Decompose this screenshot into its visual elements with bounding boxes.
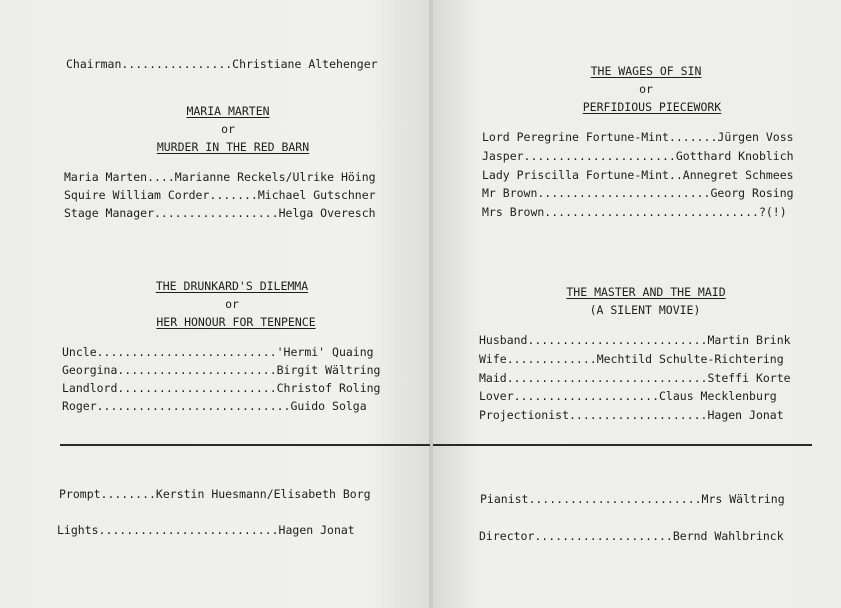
play3-title: THE WAGES OF SIN xyxy=(590,64,702,78)
divider-rule-right xyxy=(433,444,812,446)
play4-cast-line: Lover.....................Claus Mecklenburg xyxy=(479,389,777,403)
play1-subtitle: MURDER IN THE RED BARN xyxy=(156,140,310,154)
play3-cast-line: Mr Brown.........................Georg Rosing xyxy=(482,186,794,200)
play2-cast-line: Roger............................Guido Solga xyxy=(62,399,367,413)
divider-rule-left xyxy=(60,444,430,446)
play3-or: or xyxy=(639,82,653,96)
chairman-line: Chairman................Christiane Altehenger xyxy=(66,57,378,71)
play3-subtitle: PERFIDIOUS PIECEWORK xyxy=(582,100,722,114)
play2-cast-line: Landlord.......................Christof Roling xyxy=(62,381,381,395)
play4-subtitle: (A SILENT MOVIE) xyxy=(589,303,701,317)
play3-cast-line: Lady Priscilla Fortune-Mint..Annegret Schmees xyxy=(482,168,794,182)
play4-cast-line: Wife.............Mechtild Schulte-Richtering xyxy=(479,352,784,366)
page-fold xyxy=(429,0,433,608)
play2-cast-line: Uncle..........................'Hermi' Quaing xyxy=(62,345,374,359)
crew-line: Pianist.........................Mrs Wältring xyxy=(480,492,785,506)
play2-or: or xyxy=(225,297,239,311)
play3-cast-line: Mrs Brown...............................?(!) xyxy=(482,205,787,219)
play4-cast-line: Husband..........................Martin Brink xyxy=(479,333,791,347)
play3-cast-line: Jasper......................Gotthard Knoblich xyxy=(482,149,794,163)
play1-title: MARIA MARTEN xyxy=(186,104,270,118)
play1-cast-line: Maria Marten....Marianne Reckels/Ulrike Höing xyxy=(64,170,376,184)
play2-title: THE DRUNKARD'S DILEMMA xyxy=(155,279,309,293)
crew-line: Prompt........Kerstin Huesmann/Elisabeth Borg xyxy=(59,487,371,501)
play4-cast-line: Maid.............................Steffi Korte xyxy=(479,371,791,385)
play2-cast-line: Georgina.......................Birgit Wältring xyxy=(62,363,381,377)
crew-line: Director....................Bernd Wahlbrinck xyxy=(479,529,784,543)
play4-title: THE MASTER AND THE MAID xyxy=(566,285,726,299)
play1-or: or xyxy=(221,122,235,136)
crew-line: Lights..........................Hagen Jonat xyxy=(57,523,355,537)
play3-cast-line: Lord Peregrine Fortune-Mint.......Jürgen Voss xyxy=(482,130,794,144)
play1-cast-line: Stage Manager..................Helga Overesch xyxy=(64,206,376,220)
play2-subtitle: HER HONOUR FOR TENPENCE xyxy=(156,315,316,329)
play1-cast-line: Squire William Corder.......Michael Gutschner xyxy=(64,188,376,202)
play4-cast-line: Projectionist....................Hagen Jonat xyxy=(479,408,784,422)
